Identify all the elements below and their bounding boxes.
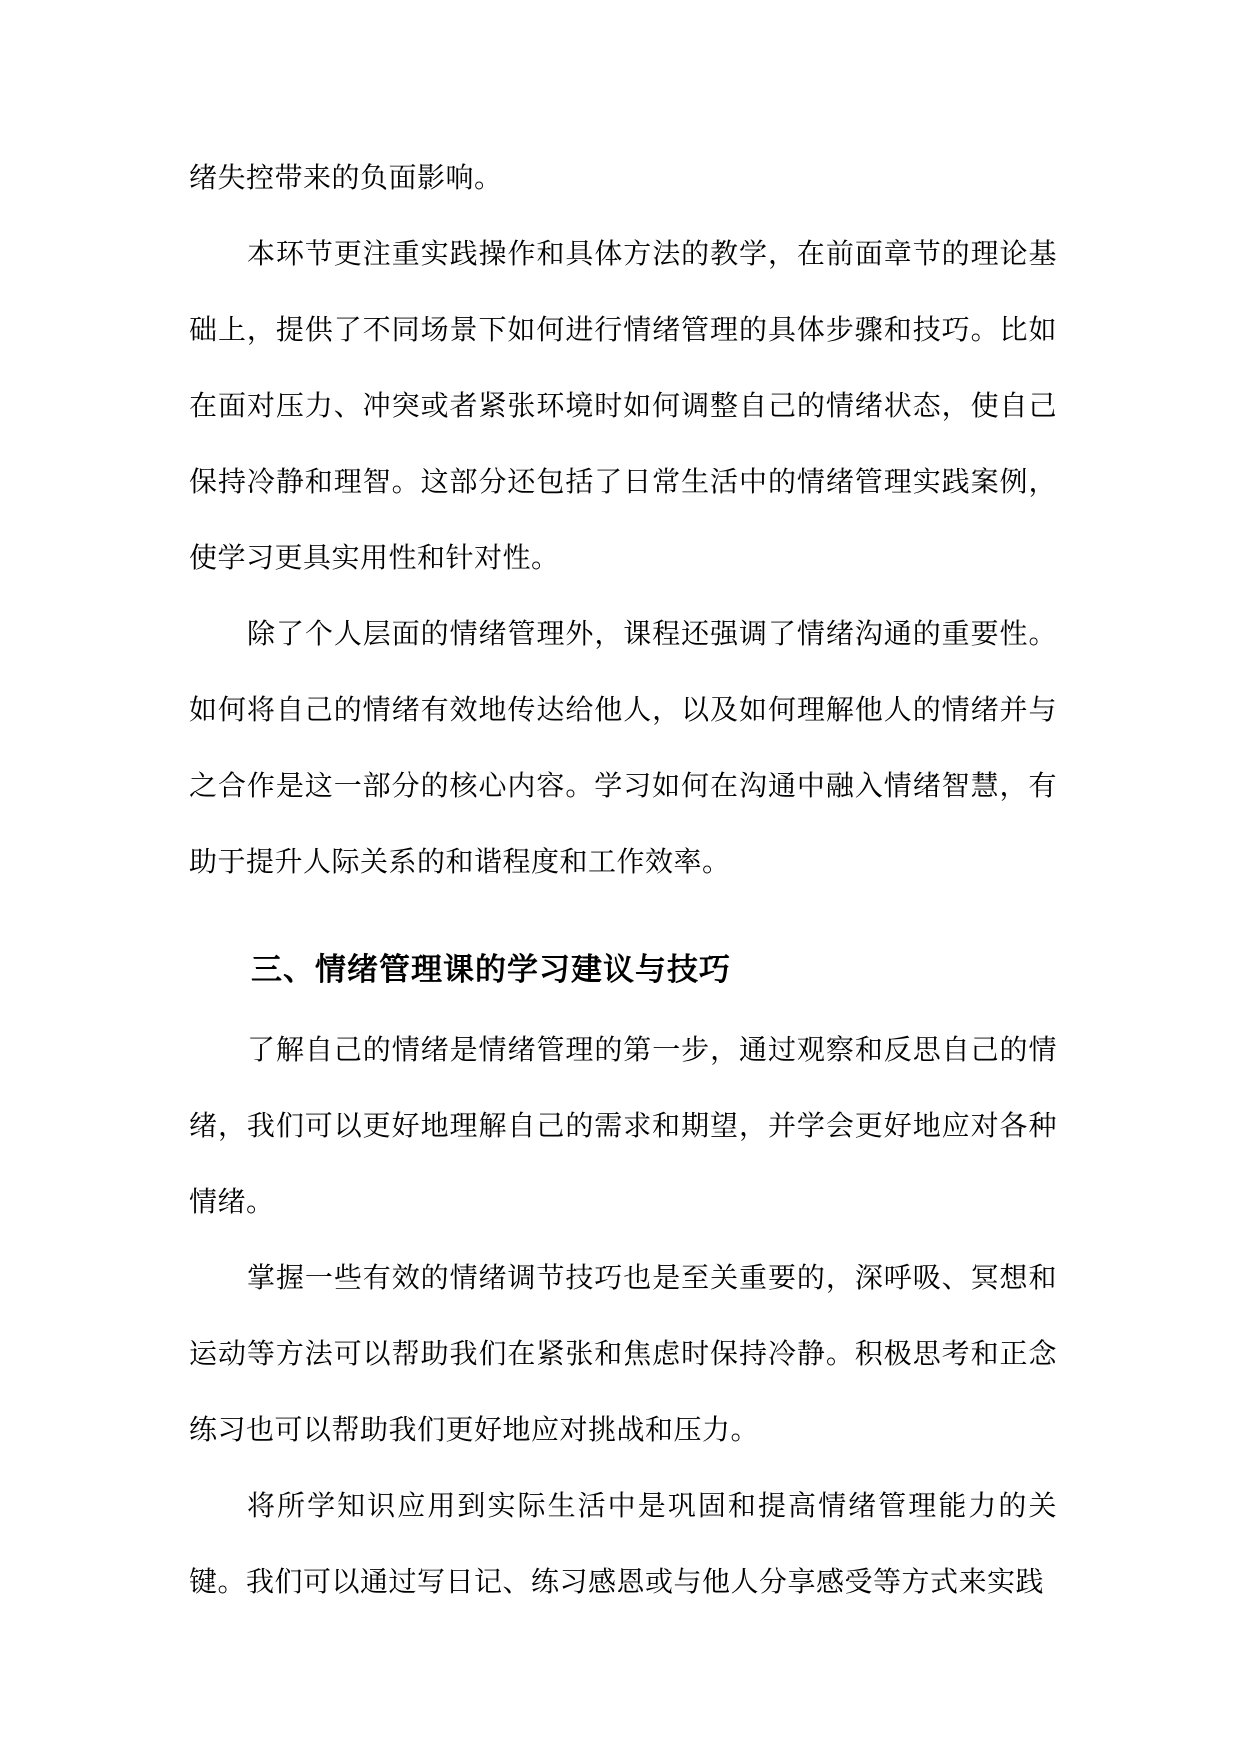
- document-body: [189, 140, 1057, 1620]
- paragraph-regulation-skills: 掌握一些有效的情绪调节技巧也是至关重要的，深呼吸、冥想和运动等方法可以帮助我们在紧张和焦虑时保持冷静。积极思考和正念练习也可以帮助我们更好地应对挑战和压力。: [189, 1261, 1057, 1446]
- paragraph-emotional-communication: 除了个人层面的情绪管理外，课程还强调了情绪沟通的重要性。如何将自己的情绪有效地传达给他人，以及如何理解他人的情绪并与之合作是这一部分的核心内容。学习如何在沟通中融入情绪智慧，有助于提升人际关系的和谐程度和工作效率。: [189, 617, 1057, 878]
- section-heading: 三、情绪管理课的学习建议与技巧: [251, 952, 731, 988]
- paragraph-practice-methods: 本环节更注重实践操作和具体方法的教学，在前面章节的理论基础上，提供了不同场景下如何进行情绪管理的具体步骤和技巧。比如在面对压力、冲突或者紧张环境时如何调整自己的情绪状态，使自己保持冷静和理智。这部分还包括了日常生活中的情绪管理实践案例，使学习更具实用性和针对性。: [189, 237, 1057, 574]
- paragraph-apply-knowledge: 将所学知识应用到实际生活中是巩固和提高情绪管理能力的关键。我们可以通过写日记、练习感恩或与他人分享感受等方式来实践: [189, 1489, 1057, 1598]
- paragraph-know-yourself: 了解自己的情绪是情绪管理的第一步，通过观察和反思自己的情绪，我们可以更好地理解自己的需求和期望，并学会更好地应对各种情绪。: [189, 1033, 1057, 1218]
- paragraph-continuation: 绪失控带来的负面影响。: [189, 161, 503, 194]
